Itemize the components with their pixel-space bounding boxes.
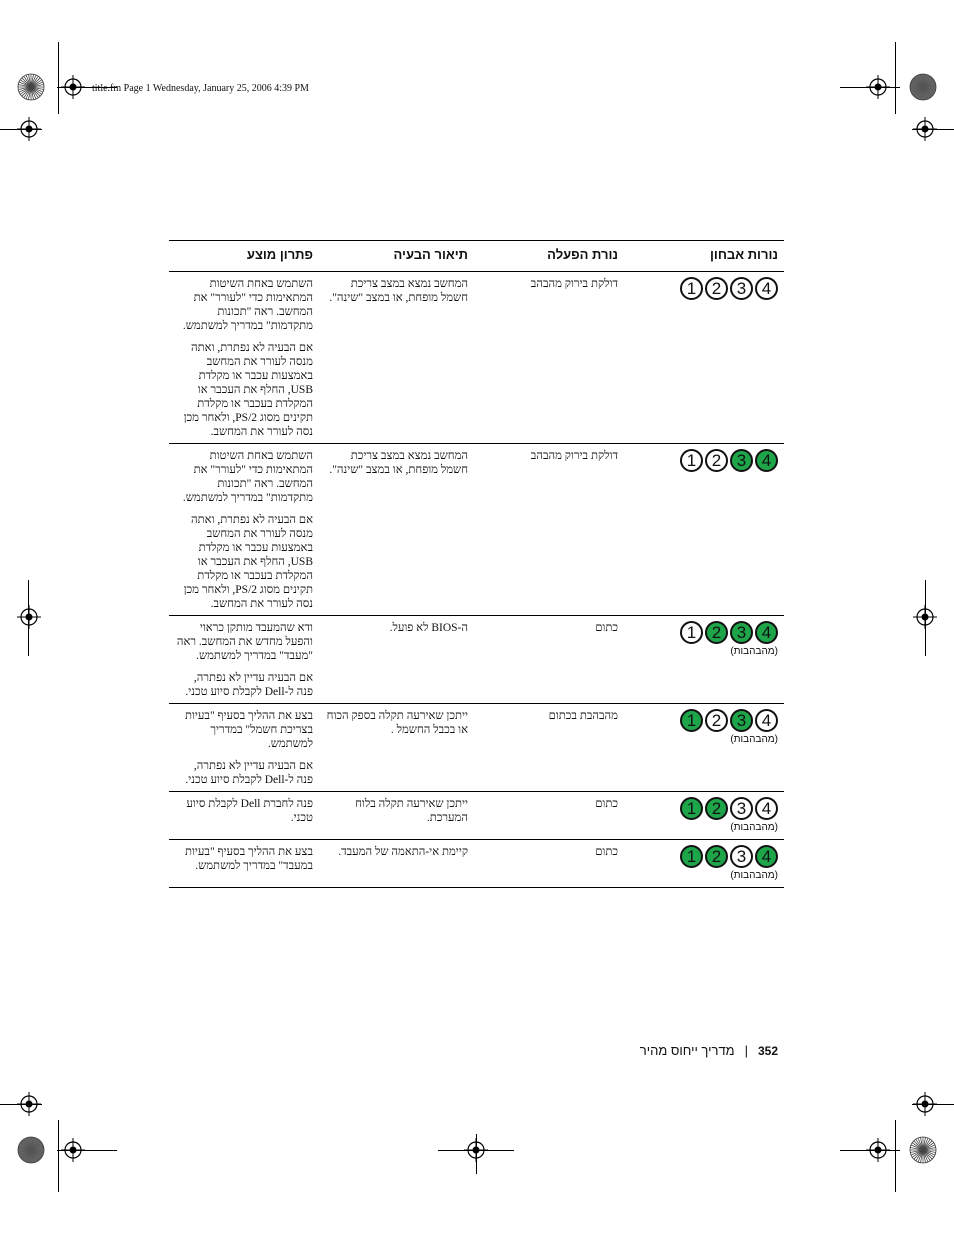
registration-mark-icon bbox=[913, 1092, 937, 1116]
page-number: 352 bbox=[757, 1043, 778, 1058]
diagnostic-light-2-on: 2 bbox=[705, 845, 728, 868]
suggested-solution-cell bbox=[169, 840, 319, 888]
power-light-cell: מהבהבת בכתום bbox=[474, 704, 624, 792]
diagnostic-light-3-on: 3 bbox=[730, 621, 753, 644]
diagnostic-light-4-on: 4 bbox=[755, 845, 778, 868]
power-light-cell: כתום bbox=[474, 792, 624, 840]
solution-paragraph: השתמש באחת השיטות המתאימות כדי "לעורר" את המחשב. ראה "תכונות מתקדמות" במדריך למשתמש. bbox=[182, 450, 313, 504]
column-header-power: נורת הפעלה bbox=[474, 241, 624, 272]
column-header-solution: פתרון מוצע bbox=[169, 241, 319, 272]
diagnostic-light-3-off: 3 bbox=[730, 277, 753, 300]
diagnostic-light-3-off: 3 bbox=[730, 845, 753, 868]
diagnostic-light-4-on: 4 bbox=[755, 621, 778, 644]
diagnostic-lights bbox=[630, 277, 778, 300]
diagnostic-lights bbox=[630, 797, 778, 820]
registration-mark-icon bbox=[61, 75, 85, 99]
solution-paragraph: השתמש באחת השיטות המתאימות כדי "לעורר" את המחשב. ראה "תכונות מתקדמות" במדריך למשתמש. bbox=[182, 278, 313, 332]
table-row bbox=[169, 792, 784, 840]
table-row bbox=[169, 840, 784, 888]
power-light-cell: דולקת בירוק מהבהב bbox=[474, 444, 624, 616]
power-light-cell: דולקת בירוק מהבהב bbox=[474, 272, 624, 444]
crop-line bbox=[58, 1120, 59, 1192]
diagnostic-light-2-off: 2 bbox=[705, 709, 728, 732]
diagnostic-light-4-off: 4 bbox=[755, 277, 778, 300]
solution-paragraph: אם הבעיה עדיין לא נפתרה, פנה ל-Dell לקבלת סיוע טכני. bbox=[185, 672, 313, 698]
diagnostic-lights-cell bbox=[624, 840, 784, 888]
crop-line bbox=[895, 42, 896, 114]
problem-description-cell: המחשב נמצא במצב צריכת חשמל מופחת, או במצב "שינה". bbox=[319, 272, 474, 444]
solution-paragraph: בצע את ההליך בסעיף "בעיות בצריכת חשמל" במדריך למשתמש. bbox=[184, 710, 313, 750]
registration-mark-icon bbox=[61, 1138, 85, 1162]
crop-line bbox=[58, 42, 59, 114]
diagnostic-light-3-on: 3 bbox=[730, 709, 753, 732]
registration-mark-icon bbox=[17, 1092, 41, 1116]
solution-paragraph: אם הבעיה לא נפתרת, ואתה מנסה לעורר את המחשב באמצעות עכבר או מקלדת USB, החלף את העכבר או המקלדת בעכבר או מקלדת תקינים מסוג PS/2, ולאחר מכן נסה לעורר את המחשב. bbox=[183, 342, 313, 438]
star-target-icon bbox=[909, 1136, 937, 1164]
registration-mark-icon bbox=[464, 1138, 488, 1162]
diagnostic-light-1-off: 1 bbox=[680, 449, 703, 472]
diagnostic-light-1-on: 1 bbox=[680, 797, 703, 820]
table-row bbox=[169, 444, 784, 616]
registration-mark-icon bbox=[913, 117, 937, 141]
diagnostic-light-3-on: 3 bbox=[730, 449, 753, 472]
column-header-description: תיאור הבעיה bbox=[319, 241, 474, 272]
registration-mark-icon bbox=[17, 605, 41, 629]
diagnostic-light-4-off: 4 bbox=[755, 709, 778, 732]
diagnostic-lights bbox=[630, 621, 778, 644]
blinking-note: (מהבהבות) bbox=[730, 646, 778, 657]
diagnostic-light-3-off: 3 bbox=[730, 797, 753, 820]
diagnostic-lights bbox=[630, 709, 778, 732]
diagnostic-lights bbox=[630, 449, 778, 472]
star-target-icon bbox=[17, 1136, 45, 1164]
solution-paragraph: ודא שהמעבד מותקן כראוי והפעל מחדש את המחשב. ראה "מעבד" במדריך למשתמש. bbox=[176, 622, 313, 662]
solution-paragraph: אם הבעיה עדיין לא נפתרה, פנה ל-Dell לקבלת סיוע טכני. bbox=[185, 760, 313, 786]
power-light-cell: כתום bbox=[474, 840, 624, 888]
star-target-icon bbox=[17, 73, 45, 101]
table-header-row bbox=[169, 241, 784, 272]
registration-mark-icon bbox=[866, 75, 890, 99]
diagnostic-light-1-off: 1 bbox=[680, 621, 703, 644]
diagnostic-lights-table bbox=[169, 240, 784, 888]
diagnostic-light-4-off: 4 bbox=[755, 797, 778, 820]
registration-mark-icon bbox=[866, 1138, 890, 1162]
solution-paragraph: פנה לחברת Dell לקבלת סיוע טכני. bbox=[186, 798, 313, 824]
column-header-lights: נורות אבחון bbox=[624, 241, 784, 272]
problem-description-cell: ייתכן שאירעה תקלה בספק הכוח או בכבל החשמל . bbox=[319, 704, 474, 792]
diagnostic-light-2-on: 2 bbox=[705, 797, 728, 820]
problem-description-cell: ייתכן שאירעה תקלה בלוח המערכת. bbox=[319, 792, 474, 840]
page-footer bbox=[600, 1043, 778, 1058]
suggested-solution-cell bbox=[169, 704, 319, 792]
problem-description-cell: קיימת אי-התאמה של המעבד. bbox=[319, 840, 474, 888]
suggested-solution-cell bbox=[169, 616, 319, 704]
file-info-header: title.fm Page 1 Wednesday, January 25, 2006 4:39 PM bbox=[92, 83, 309, 94]
diagnostic-light-1-on: 1 bbox=[680, 845, 703, 868]
diagnostic-light-1-off: 1 bbox=[680, 277, 703, 300]
crop-line bbox=[895, 1120, 896, 1192]
diagnostic-lights-cell bbox=[624, 444, 784, 616]
blinking-note: (מהבהבות) bbox=[730, 822, 778, 833]
diagnostic-lights-cell bbox=[624, 792, 784, 840]
diagnostic-light-1-on: 1 bbox=[680, 709, 703, 732]
problem-description-cell: ה-BIOS לא פועל. bbox=[319, 616, 474, 704]
suggested-solution-cell bbox=[169, 444, 319, 616]
registration-mark-icon bbox=[17, 117, 41, 141]
registration-mark-icon bbox=[913, 605, 937, 629]
diagnostic-light-2-on: 2 bbox=[705, 621, 728, 644]
diagnostic-lights-cell bbox=[624, 704, 784, 792]
diagnostic-light-2-off: 2 bbox=[705, 449, 728, 472]
table-row bbox=[169, 616, 784, 704]
solution-paragraph: בצע את ההליך בסעיף "בעיות במעבד" במדריך למשתמש. bbox=[184, 846, 313, 872]
blinking-note: (מהבהבות) bbox=[730, 734, 778, 745]
blinking-note: (מהבהבות) bbox=[730, 870, 778, 881]
diagnostic-lights-cell bbox=[624, 272, 784, 444]
diagnostic-light-4-on: 4 bbox=[755, 449, 778, 472]
table-row bbox=[169, 704, 784, 792]
problem-description-cell: המחשב נמצא במצב צריכת חשמל מופחת, או במצב "שינה". bbox=[319, 444, 474, 616]
star-target-icon bbox=[909, 73, 937, 101]
solution-paragraph: אם הבעיה לא נפתרת, ואתה מנסה לעורר את המחשב באמצעות עכבר או מקלדת USB, החלף את העכבר או המקלדת בעכבר או מקלדת תקינים מסוג PS/2, ולאחר מכן נסה לעורר את המחשב. bbox=[183, 514, 313, 610]
suggested-solution-cell bbox=[169, 272, 319, 444]
diagnostic-lights-cell bbox=[624, 616, 784, 704]
suggested-solution-cell bbox=[169, 792, 319, 840]
footer-separator: | bbox=[744, 1043, 748, 1058]
table-row bbox=[169, 272, 784, 444]
power-light-cell: כתום bbox=[474, 616, 624, 704]
diagnostic-light-2-off: 2 bbox=[705, 277, 728, 300]
diagnostic-lights bbox=[630, 845, 778, 868]
footer-title: מדריך ייחוס מהיר bbox=[639, 1043, 735, 1058]
